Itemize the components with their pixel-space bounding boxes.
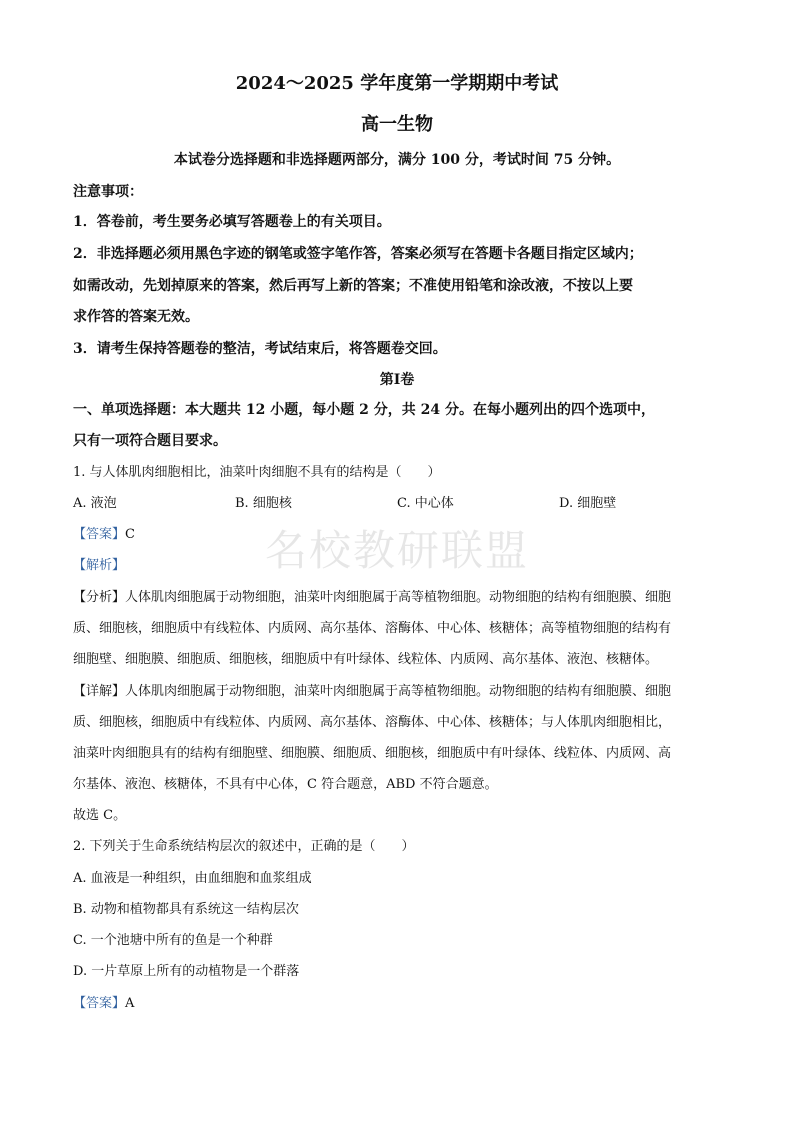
q1-fenxi-line-2: 质、细胞核，细胞质中有线粒体、内质网、高尔基体、溶酶体、中心体、核糖体；高等植物细胞的结构有 [73,621,672,636]
q1-xiangjie-line-1 [73,682,671,702]
section-heading-cont: 只有一项符合题目要求。 [73,433,227,449]
xiangjie-tag: 【详解】 [73,684,126,699]
notice-line-2-cont: 如需改动，先划掉原来的答案，然后再写上新的答案；不准使用铅笔和涂改液，不按以上要 [73,278,633,294]
section-heading: 一、单项选择题：本大题共 12 小题，每小题 2 分，共 24 分。在每小题列出的四个选项中， [73,402,655,418]
xiangjie-text-1: 人体肌肉细胞属于动物细胞，油菜叶肉细胞属于高等植物细胞。动物细胞的结构有细胞膜、细胞 [125,684,672,699]
notice-line-1: 1．答卷前，考生要务必填写答题卷上的有关项目。 [73,214,391,230]
notice-line-2-end: 求作答的答案无效。 [73,309,199,325]
exam-subject: 高一生物 [361,114,433,135]
question-2-stem: 2. 下列关于生命系统结构层次的叙述中，正确的是（ ） [73,839,415,854]
question-1-stem: 1. 与人体肌肉细胞相比，油菜叶肉细胞不具有的结构是（ ） [73,465,441,480]
exam-intro: 本试卷分选择题和非选择题两部分，满分 100 分，考试时间 75 分钟。 [173,152,621,168]
notice-line-3: 3．请考生保持答题卷的整洁，考试结束后，将答题卷交回。 [73,341,447,357]
q2-option-c: C. 一个池塘中所有的鱼是一个种群 [73,933,273,948]
q1-option-b: B. 细胞核 [235,496,292,511]
q1-analysis-tag [73,556,125,576]
answer-tag: 【答案】 [73,996,126,1011]
q1-option-a: A. 液泡 [73,496,117,511]
fenxi-text-1: 人体肌肉细胞属于动物细胞，油菜叶肉细胞属于高等植物细胞。动物细胞的结构有细胞膜、细胞 [125,590,672,605]
q1-xiangjie-line-2: 质、细胞核，细胞质中有线粒体、内质网、高尔基体、溶酶体、中心体、核糖体；与人体肌肉细胞相比， [73,715,672,730]
q1-answer [73,525,135,545]
q1-option-d: D. 细胞壁 [559,496,617,511]
notice-heading: 注意事项： [73,184,143,200]
answer-value: A [125,996,135,1011]
q2-option-a: A. 血液是一种组织，由血细胞和血浆组成 [73,871,312,886]
q1-conclusion: 故选 C。 [73,808,127,823]
q1-xiangjie-line-4: 尔基体、液泡、核糖体，不具有中心体，C 符合题意，ABD 不符合题意。 [73,777,498,792]
q1-fenxi-line-3: 细胞壁、细胞膜、细胞质、细胞核，细胞质中有叶绿体、线粒体、内质网、高尔基体、液泡、核糖体。 [73,652,659,667]
exam-title: 2024～2025 学年度第一学期期中考试 [235,73,559,94]
q1-xiangjie-line-3: 油菜叶肉细胞具有的结构有细胞壁、细胞膜、细胞质、细胞核，细胞质中有叶绿体、线粒体、内质网、高 [73,746,672,761]
q2-option-d: D. 一片草原上所有的动植物是一个群落 [73,964,300,979]
q1-option-c: C. 中心体 [397,496,454,511]
fenxi-tag: 【分析】 [73,590,126,605]
volume-heading: 第Ⅰ卷 [379,372,415,388]
q2-answer [73,994,134,1014]
q1-fenxi-line-1 [73,588,671,608]
watermark-text: 名校教研联盟 [264,526,529,575]
answer-value: C [125,527,135,542]
analysis-tag: 【解析】 [73,558,126,573]
answer-tag: 【答案】 [73,527,126,542]
q2-option-b: B. 动物和植物都具有系统这一结构层次 [73,902,299,917]
notice-line-2: 2．非选择题必须用黑色字迹的钢笔或签字笔作答，答案必须写在答题卡各题目指定区域内； [73,246,643,262]
